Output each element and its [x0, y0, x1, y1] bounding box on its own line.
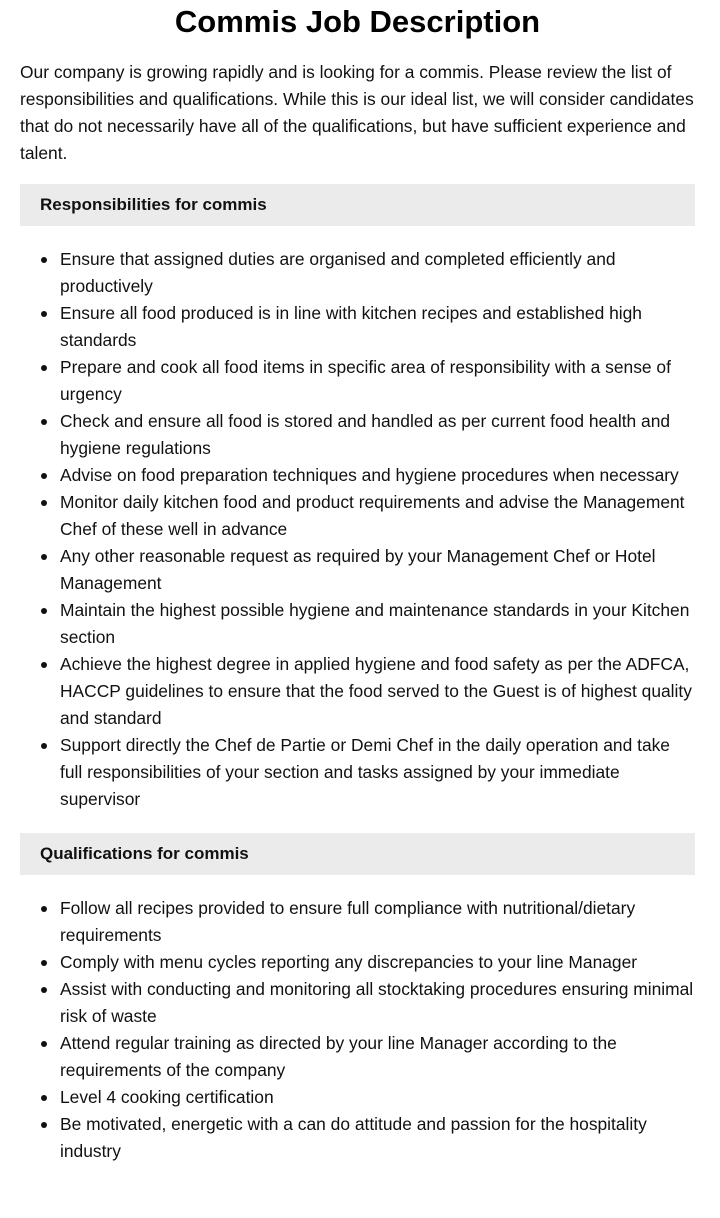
qualifications-heading: Qualifications for commis — [20, 833, 695, 875]
qualifications-list — [20, 895, 695, 1165]
qualification-item: Follow all recipes provided to ensure full compliance with nutritional/dietary requirements — [60, 895, 695, 949]
responsibilities-heading: Responsibilities for commis — [20, 184, 695, 226]
qualification-item: Level 4 cooking certification — [60, 1084, 695, 1111]
responsibility-item: Maintain the highest possible hygiene and maintenance standards in your Kitchen section — [60, 597, 695, 651]
responsibility-item: Check and ensure all food is stored and handled as per current food health and hygiene regulations — [60, 408, 695, 462]
qualification-item: Assist with conducting and monitoring all stocktaking procedures ensuring minimal risk of waste — [60, 976, 695, 1030]
qualification-item: Attend regular training as directed by your line Manager according to the requirements of the company — [60, 1030, 695, 1084]
responsibility-item: Achieve the highest degree in applied hygiene and food safety as per the ADFCA, HACCP guidelines to ensure that the food served to the Guest is of highest quality and standard — [60, 651, 695, 732]
responsibility-item: Support directly the Chef de Partie or Demi Chef in the daily operation and take full responsibilities of your section and tasks assigned by your immediate supervisor — [60, 732, 695, 813]
responsibility-item: Any other reasonable request as required by your Management Chef or Hotel Management — [60, 543, 695, 597]
qualification-item: Be motivated, energetic with a can do attitude and passion for the hospitality industry — [60, 1111, 695, 1165]
page-title: Commis Job Description — [174, 4, 541, 39]
responsibility-item: Ensure that assigned duties are organised and completed efficiently and productively — [60, 246, 695, 300]
responsibility-item: Monitor daily kitchen food and product requirements and advise the Management Chef of these well in advance — [60, 489, 695, 543]
responsibility-item: Prepare and cook all food items in specific area of responsibility with a sense of urgency — [60, 354, 695, 408]
responsibilities-list — [20, 246, 695, 813]
intro-paragraph: Our company is growing rapidly and is looking for a commis. Please review the list of responsibilities and qualifications. While this is our ideal list, we will consider candidates that do not necessarily have all of the qualifications, but have sufficient experience and talent. — [20, 62, 694, 163]
qualification-item: Comply with menu cycles reporting any discrepancies to your line Manager — [60, 949, 695, 976]
responsibility-item: Advise on food preparation techniques and hygiene procedures when necessary — [60, 462, 695, 489]
responsibility-item: Ensure all food produced is in line with kitchen recipes and established high standards — [60, 300, 695, 354]
